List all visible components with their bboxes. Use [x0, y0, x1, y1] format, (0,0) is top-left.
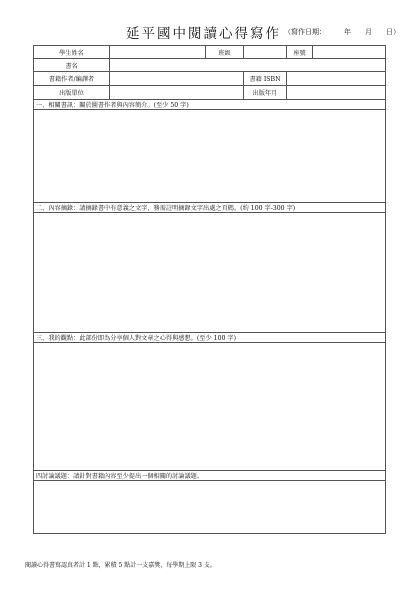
- reading-report-form: [33, 45, 386, 534]
- pub-date-label: 出版年月: [244, 86, 287, 100]
- section-discussion-body: [34, 481, 386, 534]
- section-discussion-writing-area[interactable]: [34, 481, 386, 534]
- class-label: 班級: [206, 46, 244, 59]
- student-name-field[interactable]: [110, 46, 206, 59]
- seat-field[interactable]: [313, 46, 386, 59]
- author-field[interactable]: [110, 72, 244, 86]
- isbn-field[interactable]: [287, 72, 386, 86]
- seat-label: 座號: [287, 46, 313, 59]
- section-excerpt-header: [34, 203, 386, 213]
- page-title: 延平國中閱讀心得寫作: [126, 26, 281, 42]
- class-field[interactable]: [244, 46, 287, 59]
- author-label: 書籍作者/編譯者: [34, 72, 110, 86]
- date-month-label: 月: [365, 28, 372, 36]
- publisher-field[interactable]: [110, 86, 244, 100]
- footnote: 閱讀心得書寫認真者計 1 點，累積 5 點計一支嘉獎，每學期上限 3 支。: [25, 562, 216, 569]
- row-publisher: [34, 86, 386, 100]
- section-opinion-writing-area[interactable]: [34, 343, 386, 471]
- section-opinion-header: [34, 333, 386, 343]
- section-discussion-header: [34, 471, 386, 481]
- section-discussion-heading: 四討論議題：請針對書籍內容至少提出一個相關的討論議題。: [34, 471, 386, 481]
- publisher-label: 出版單位: [34, 86, 110, 100]
- page-header: [0, 22, 420, 42]
- section-excerpt-heading: 二、內容摘錄：請摘錄書中有意義之文字，務需註明摘錄文字出處之頁碼。(約 100 字-300 字): [34, 203, 386, 213]
- book-title-field[interactable]: [110, 59, 386, 72]
- writing-date-line: [284, 27, 400, 37]
- section-excerpt-body: [34, 213, 386, 333]
- section-info-heading: 一、相關書訊：關於圖書作者與內容簡介。(至少 50 字): [34, 100, 386, 110]
- section-excerpt-writing-area[interactable]: [34, 213, 386, 333]
- date-day-label: 日）: [386, 28, 400, 36]
- row-author: [34, 72, 386, 86]
- section-info-header: [34, 100, 386, 110]
- date-label: （寫作日期：: [284, 28, 326, 36]
- section-opinion-heading: 三、我的觀點：此部份即為分享個人對文章之心得與感想。(至少 100 字): [34, 333, 386, 343]
- section-opinion-body: [34, 343, 386, 471]
- isbn-label: 書籍 ISBN: [244, 72, 287, 86]
- book-title-label: 書名: [34, 59, 110, 72]
- section-info-writing-area[interactable]: [34, 110, 386, 203]
- pub-date-field[interactable]: [287, 86, 386, 100]
- row-student: [34, 46, 386, 59]
- section-info-body: [34, 110, 386, 203]
- student-name-label: 學生姓名: [34, 46, 110, 59]
- row-book-title: [34, 59, 386, 72]
- date-year-label: 年: [344, 28, 351, 36]
